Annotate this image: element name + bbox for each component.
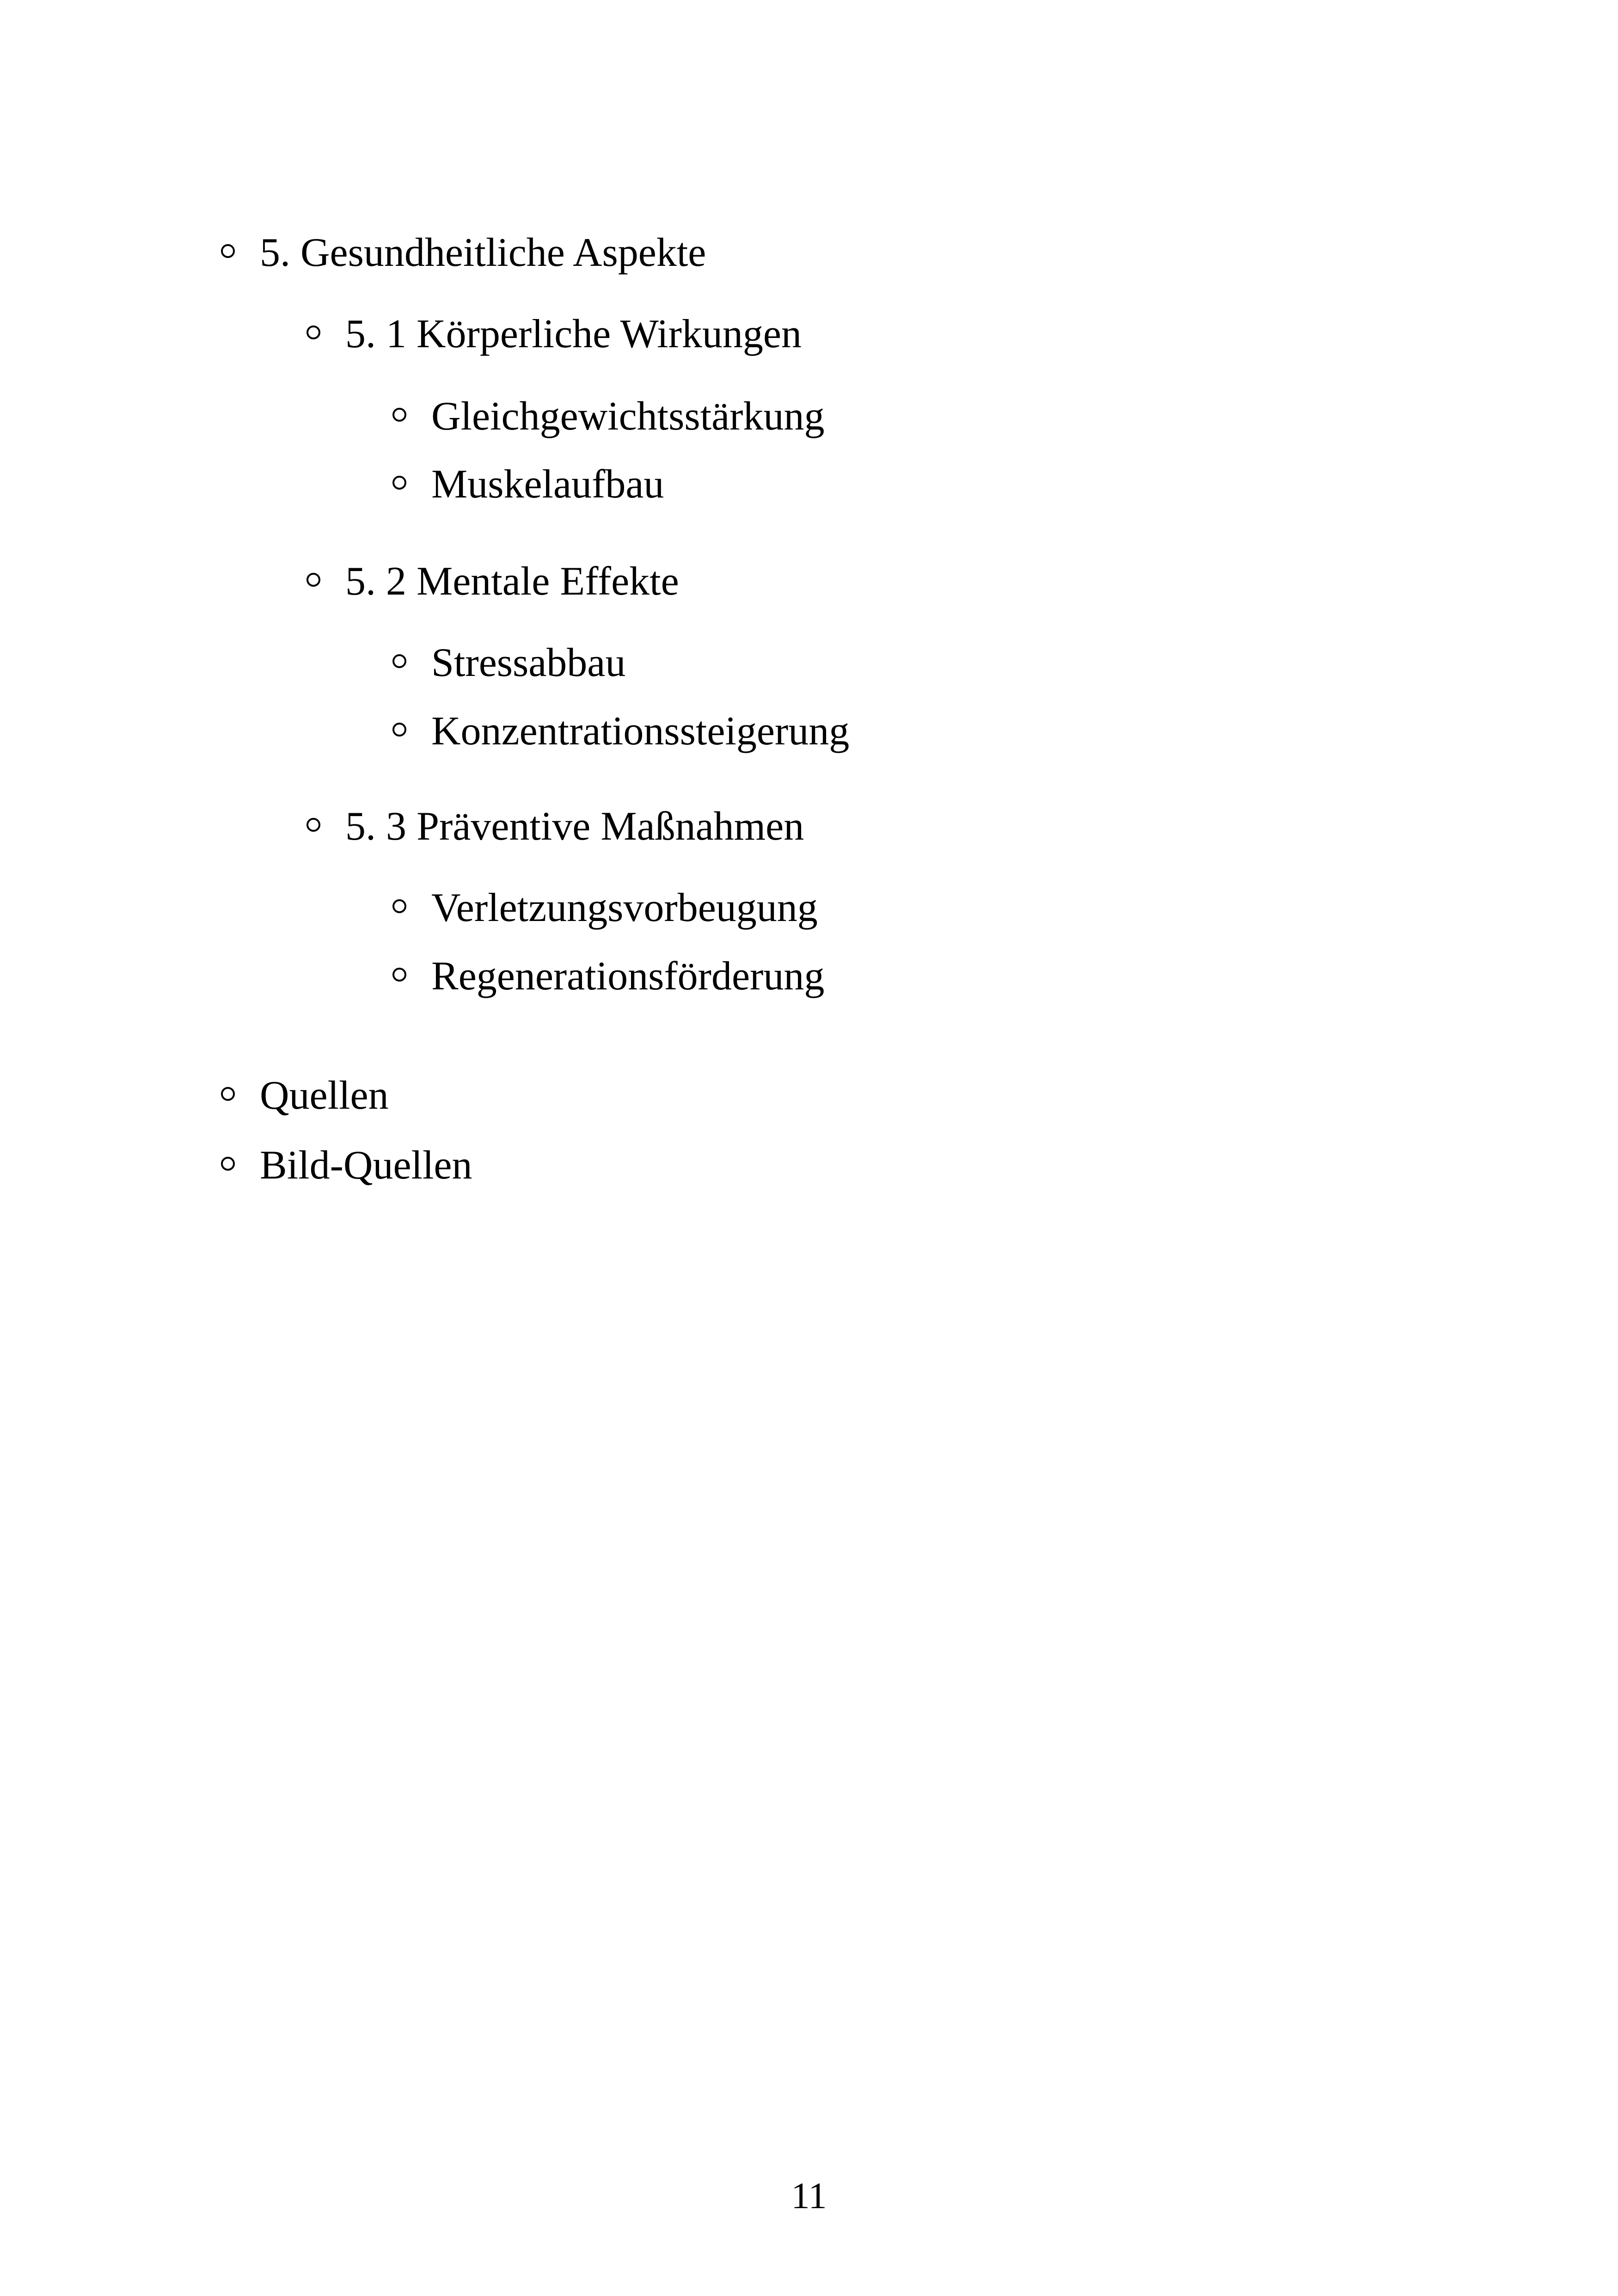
outline-item-label: 5. 3 Präventive Maßnahmen: [345, 804, 804, 849]
outline-item-label: Quellen: [260, 1073, 389, 1118]
outline-item-label: 5. 1 Körperliche Wirkungen: [345, 312, 802, 356]
hollow-circle-bullet-icon: [306, 325, 320, 339]
outline-item-label: Muskelaufbau: [431, 462, 664, 507]
outline-item-label: Konzentrationssteigerung: [431, 709, 850, 754]
outline-item-label: Gleichgewichtsstärkung: [431, 394, 825, 439]
hollow-circle-bullet-icon: [221, 1087, 235, 1101]
hollow-circle-bullet-icon: [392, 899, 406, 913]
outline-item-label: Stressabbau: [431, 640, 626, 685]
hollow-circle-bullet-icon: [392, 476, 406, 490]
outline-item-label: Regenerationsförderung: [431, 954, 825, 999]
hollow-circle-bullet-icon: [392, 968, 406, 982]
outline-item-label: Verletzungsvorbeugung: [431, 885, 818, 930]
page-number: 11: [791, 2176, 827, 2216]
outline-item-label: Bild-Quellen: [260, 1143, 472, 1188]
outline-item-label: 5. Gesundheitliche Aspekte: [260, 230, 706, 275]
hollow-circle-bullet-icon: [221, 244, 235, 258]
hollow-circle-bullet-icon: [392, 723, 406, 737]
hollow-circle-bullet-icon: [392, 654, 406, 668]
outline-item-label: 5. 2 Mentale Effekte: [345, 559, 679, 604]
hollow-circle-bullet-icon: [306, 573, 320, 587]
hollow-circle-bullet-icon: [221, 1157, 235, 1171]
hollow-circle-bullet-icon: [392, 408, 406, 422]
hollow-circle-bullet-icon: [306, 818, 320, 832]
